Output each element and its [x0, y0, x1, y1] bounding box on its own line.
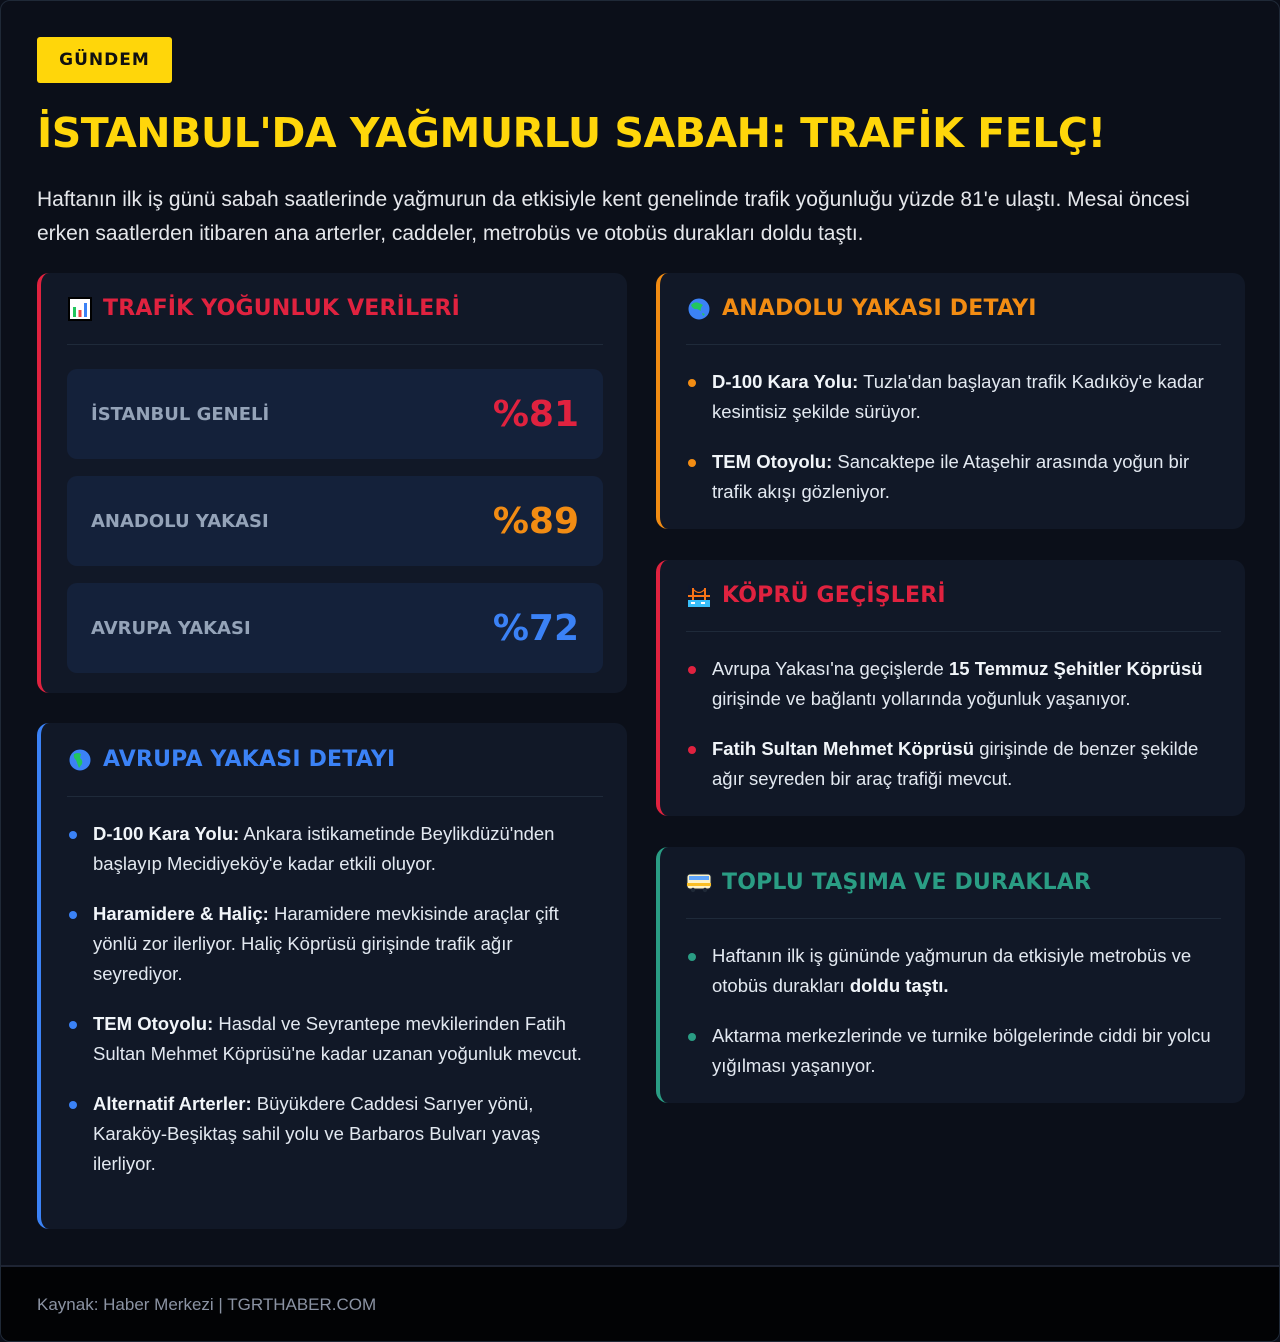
card-header: [686, 273, 1221, 345]
stat-label: AVRUPA YAKASI: [91, 617, 251, 639]
footer: [1, 1265, 1280, 1342]
avrupa-detail-card: [37, 723, 627, 1229]
stat-label: İSTANBUL GENELİ: [91, 403, 270, 425]
list-item: Haftanın ilk iş gününde yağmurun da etkisiyle metrobüs ve otobüs durakları doldu taştı.: [686, 941, 1221, 1001]
lead-paragraph: Haftanın ilk iş günü sabah saatlerinde yağmurun da etkisiyle kent genelinde trafik yoğunluğu yüzde 81'e ulaştı. Mesai öncesi erken saatlerden itibaren ana arterler, caddeler, metrobüs ve otobüs durakları doldu taştı.: [37, 188, 1190, 245]
card-header: [686, 847, 1221, 919]
bridge-crossings-card: [656, 560, 1245, 816]
list-item: TEM Otoyolu: Sancaktepe ile Ataşehir arasında yoğun bir trafik akışı gözleniyor.: [686, 447, 1221, 507]
list-item: TEM Otoyolu: Hasdal ve Seyrantepe mevkilerinden Fatih Sultan Mehmet Köprüsü'ne kadar uzanan yoğunluk mevcut.: [67, 1009, 603, 1069]
traffic-stats-card: [37, 273, 627, 693]
card-title: AVRUPA YAKASI DETAYI: [103, 747, 396, 772]
category-tag: GÜNDEM: [37, 37, 172, 83]
card-title: ANADOLU YAKASI DETAYI: [722, 296, 1037, 321]
globe-europe-africa-icon: [67, 747, 93, 773]
stat-value: %72: [492, 607, 579, 649]
list-item: D-100 Kara Yolu: Tuzla'dan başlayan trafik Kadıköy'e kadar kesintisiz şekilde sürüyor.: [686, 367, 1221, 427]
bar-chart-icon: [67, 296, 93, 322]
public-transit-list: [686, 919, 1221, 1081]
stat-label: ANADOLU YAKASI: [91, 510, 269, 532]
anadolu-detail-card: [656, 273, 1245, 529]
list-item: Fatih Sultan Mehmet Köprüsü girişinde de benzer şekilde ağır seyreden bir araç trafiği mevcut.: [686, 734, 1221, 794]
public-transit-card: [656, 847, 1245, 1103]
card-header: [67, 273, 603, 345]
list-item: Avrupa Yakası'na geçişlerde 15 Temmuz Şehitler Köprüsü girişinde ve bağlantı yollarında yoğunluk yaşanıyor.: [686, 654, 1221, 714]
card-title: TRAFİK YOĞUNLUK VERİLERİ: [103, 296, 461, 321]
card-title: KÖPRÜ GEÇİŞLERİ: [722, 583, 946, 608]
card-header: [67, 723, 603, 797]
stat-row-istanbul: [67, 369, 603, 459]
card-title: TOPLU TAŞIMA VE DURAKLAR: [722, 870, 1092, 895]
stat-value: %89: [492, 500, 579, 542]
stat-row-anadolu: [67, 476, 603, 566]
list-item: Alternatif Arterler: Büyükdere Caddesi Sarıyer yönü, Karaköy-Beşiktaş sahil yolu ve Barbaros Bulvarı yavaş ilerliyor.: [67, 1089, 603, 1179]
list-item: Haramidere & Haliç: Haramidere mevkisinde araçlar çift yönlü zor ilerliyor. Haliç Köprüsü girişinde trafik ağır seyrediyor.: [67, 899, 603, 989]
bridge-crossings-list: [686, 632, 1221, 794]
bridge-at-night-icon: [686, 583, 712, 609]
list-item: D-100 Kara Yolu: Ankara istikametinde Beylikdüzü'nden başlayıp Mecidiyeköy'e kadar etkili oluyor.: [67, 819, 603, 879]
card-header: [686, 560, 1221, 632]
stat-row-avrupa: [67, 583, 603, 673]
avrupa-detail-list: [67, 797, 603, 1179]
globe-asia-icon: [686, 296, 712, 322]
anadolu-detail-list: [686, 345, 1221, 507]
source-credit: Kaynak: Haber Merkezi | TGRTHABER.COM: [37, 1295, 377, 1314]
bus-icon: [686, 870, 712, 896]
headline: İSTANBUL'DA YAĞMURLU SABAH: TRAFİK FELÇ!: [37, 109, 1106, 157]
list-item: Aktarma merkezlerinde ve turnike bölgelerinde ciddi bir yolcu yığılması yaşanıyor.: [686, 1021, 1221, 1081]
stat-value: %81: [492, 393, 579, 435]
